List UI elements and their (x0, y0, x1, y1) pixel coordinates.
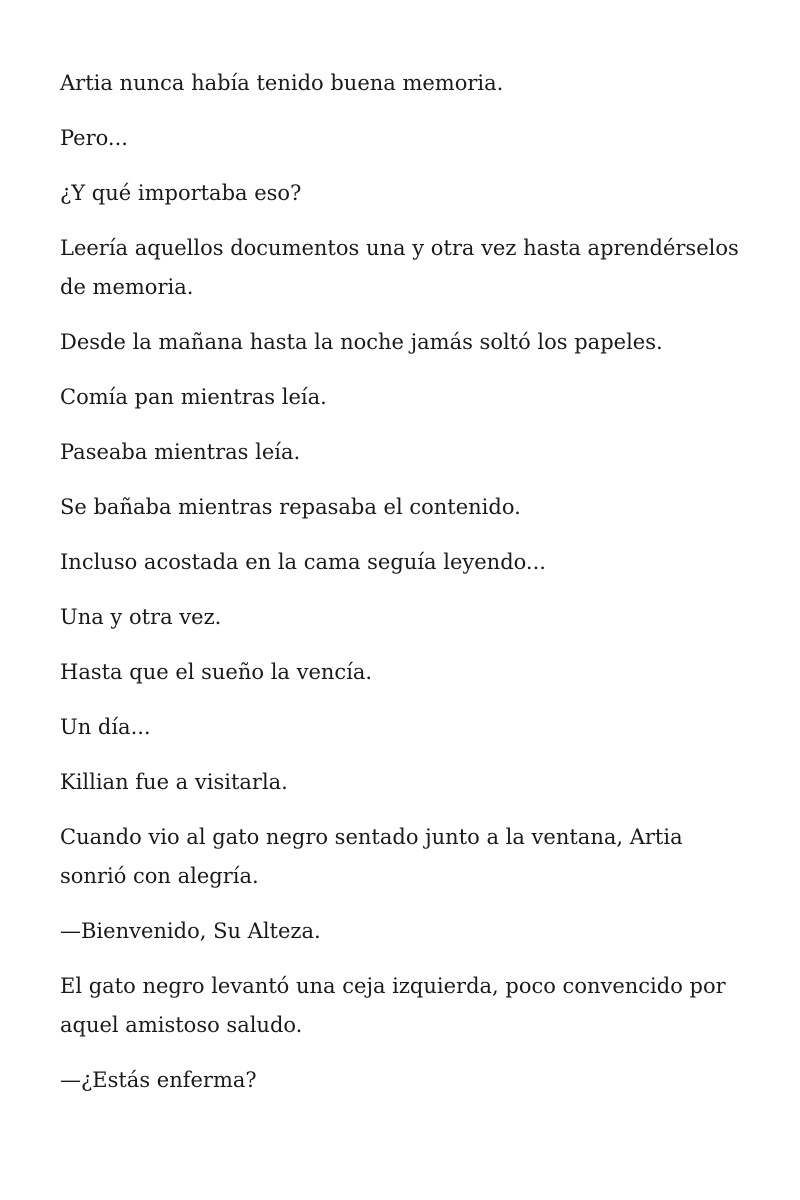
paragraph: Incluso acostada en la cama seguía leyendo... (60, 550, 546, 574)
paragraph: ¿Y qué importaba eso? (60, 181, 302, 205)
paragraph: Pero... (60, 126, 128, 150)
paragraph: Desde la mañana hasta la noche jamás soltó los papeles. (60, 330, 663, 354)
paragraph: El gato negro levantó una ceja izquierda, poco convencido por aquel amistoso saludo. (60, 974, 726, 1037)
paragraph: Cuando vio al gato negro sentado junto a la ventana, Artia sonrió con alegría. (60, 825, 683, 888)
paragraph: Artia nunca había tenido buena memoria. (60, 71, 504, 95)
document-body (60, 64, 740, 1116)
paragraph: Paseaba mientras leía. (60, 440, 301, 464)
paragraph: —¿Estás enferma? (60, 1068, 257, 1092)
paragraph: Una y otra vez. (60, 605, 222, 629)
paragraph: —Bienvenido, Su Alteza. (60, 919, 321, 943)
paragraph: Killian fue a visitarla. (60, 770, 288, 794)
paragraph: Un día... (60, 715, 151, 739)
paragraph: Leería aquellos documentos una y otra vez hasta aprendérselos de memoria. (60, 236, 739, 299)
paragraph: Se bañaba mientras repasaba el contenido. (60, 495, 521, 519)
paragraph: Hasta que el sueño la vencía. (60, 660, 373, 684)
paragraph: Comía pan mientras leía. (60, 385, 327, 409)
